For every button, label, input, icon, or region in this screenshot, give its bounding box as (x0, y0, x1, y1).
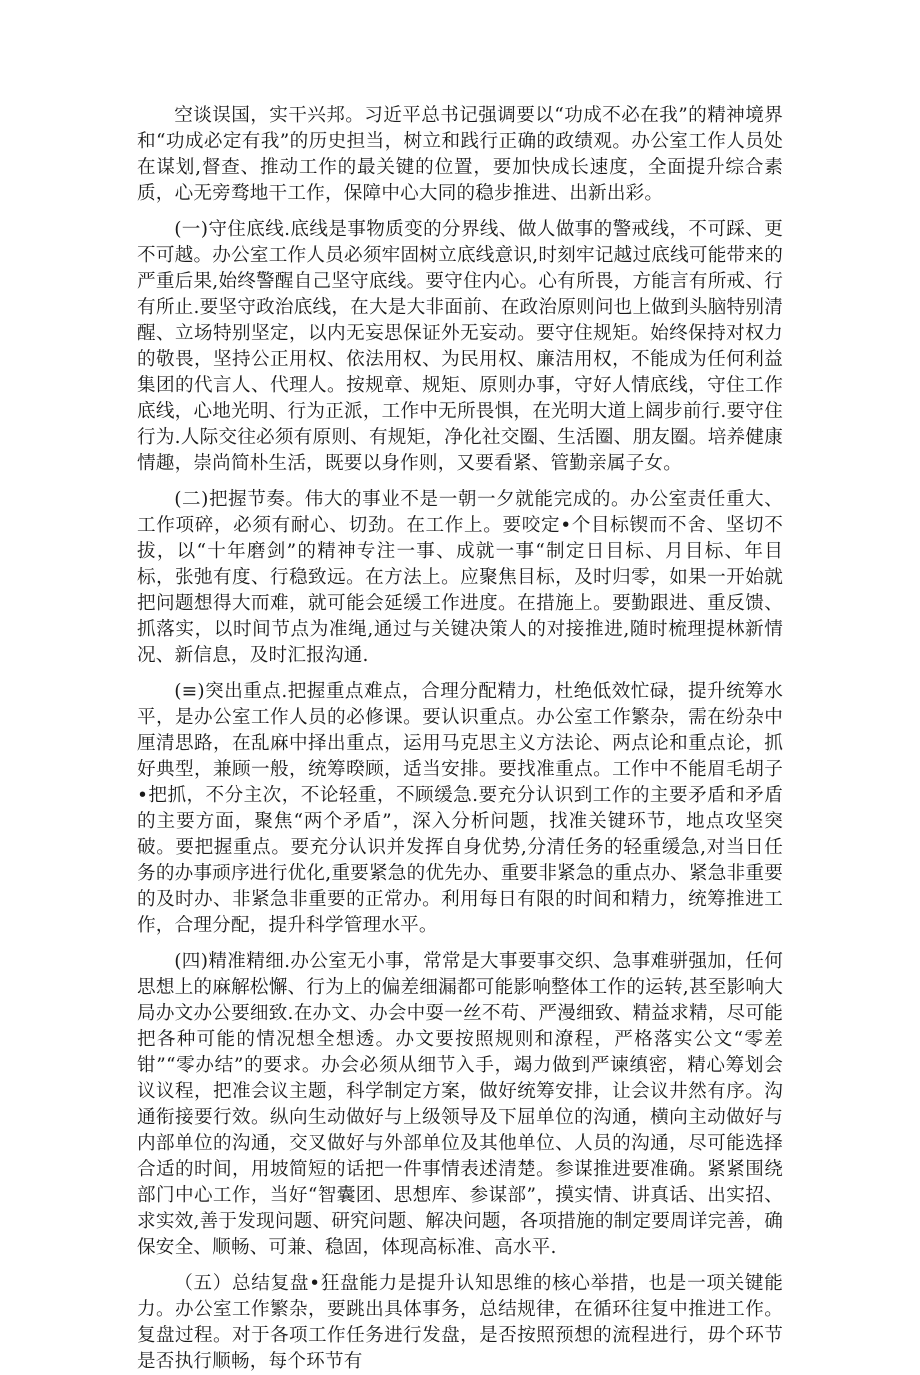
document-body (137, 103, 783, 1375)
paragraph-section-3-priorities: (≡)突出重点.把握重点难点，合理分配精力，杜绝低效忙碌，提升统筹水平，是办公室工作人员的必修课。要认识重点。办公室工作繁杂，需在纷杂中厘清思路，在乱麻中择出重点，运用马克思主义方法论、两点论和重点论，抓好典型，兼顾一般，统筹暌顾，适当安排。要找准重点。工作中不能眉毛胡子•把抓，不分主次，不论轻重，不顾缓急.要充分认识到工作的主要矛盾和矛盾的主要方面，聚焦“两个矛盾”，深入分析问题，找准关键环节，地点攻坚突破。要把握重点。要充分认识并发挥自身优势,分清任务的轻重缓急,对当日任务的办事顽序进行优化,重要紧急的优先办、重要非紧急的重点办、紧急非重要的及时办、非紧急非重要的正常办。利用每日有限的时间和精力，统筹推进工作，合理分配，提升科学管理水平。 (137, 681, 783, 936)
paragraph-section-5-review: （五）总结复盘•狂盘能力是提升认知思维的核心举措，也是一项关键能力。办公室工作繁杂，要跳出具体事务，总结规律，在循环往复中推进工作。复盘过程。对于各项工作任务进行发盘，是否按照预想的流程进行，毋个环节是否执行顺畅，每个环节有 (137, 1273, 783, 1372)
paragraph-section-1-bottom-line: (一)守住底线.底线是事物质变的分界线、做人做事的警戒线，不可踩、更不可越。办公室工作人员必须牢固树立底线意识,时刻牢记越过底线可能带来的严重后果,始终警醒自己坚守底线。要守住内心。心有所畏，方能言有所戒、行有所止.要坚守政治底线，在大是大非面前、在政治原则问也上做到头脑特别清醒、立场特别坚定，以内无妄思保证外无妄动。要守住规矩。始终保持对权力的敬畏，坚持公正用权、依法用权、为民用权、廉洁用权，不能成为任何利益集团的代言人、代理人。按规章、规矩、原则办事，守好人情底线，守住工作底线，心地光明、行为正派，工作中无所畏惧，在光明大道上阔步前行.要守住行为.人际交往必须有原则、有规矩，净化社交圈、生活圈、朋友圈。培养健康情趣，崇尚简朴生活，既要以身作则，又要看紧、管勤亲属子女。 (137, 219, 783, 474)
paragraph-intro: 空谈误国，实干兴邦。习近平总书记强调要以“功成不必在我”的精神境界和“功成必定有我”的历史担当，树立和践行正确的政绩观。办公室工作人员处在谋划,督查、推动工作的最关键的位置，要加快成长速度，全面提升综合素质，心无旁骛地干工作，保障中心大同的稳步推进、出新出彩。 (137, 105, 783, 204)
paragraph-section-4-precision: (四)精准精细.办公室无小事，常常是大事要事交织、急事难骈强加，任何思想上的麻解松懈、行为上的偏差细漏都可能影响整体工作的运转,甚至影响大局办文办公要细致.在办文、办会中耍一丝不苟、严漫细致、精益求精，尽可能把各种可能的情况想全想透。办文要按照规则和潦程，严格落实公文“零差钳”“零办结”的要求。办会必须从细节入手，竭力做到严谏缜密，精心筹划会议议程，把准会议主题，科学制定方案，做好统筹安排，让会议井然有序。沟通衔接要行效。纵向生动做好与上级领导及下屈单位的沟通，横向主动做好与内部单位的沟通，交叉做好与外部单位及其他单位、人员的沟通，尽可能选择合适的时间，用坡简短的话把一件事情表述清楚。参谋推进要准确。紧紧围绕部门中心工作，当好“智囊团、思想库、参谋部”，摸实情、讲真话、出实招、求实效,善于发现问题、研究问题、解决问题，各项措施的制定要周详完善，确保安全、顺畅、可兼、稳固，体现高标准、高水平. (137, 951, 783, 1258)
paragraph-section-2-rhythm: (二)把握节奏。伟大的事业不是一朝一夕就能完成的。办公室责任重大、工作项碎，必须有耐心、切劲。在工作上。要咬定•个目标锲而不舍、坚切不拔，以“十年磨剑”的精神专注一事、成就一事“制定日目标、月目标、年目标，张弛有度、行稳致远。在方法上。应聚焦目标，及时归零，如果一开始就把问题想得大而难，就可能会延缓工作进度。在措施上。要勤跟进、重反馈、抓落实，以时间节点为准绳,通过与关键决策人的对接推进,随时梳理提林新情况、新信息，及时汇报沟通. (137, 489, 783, 666)
